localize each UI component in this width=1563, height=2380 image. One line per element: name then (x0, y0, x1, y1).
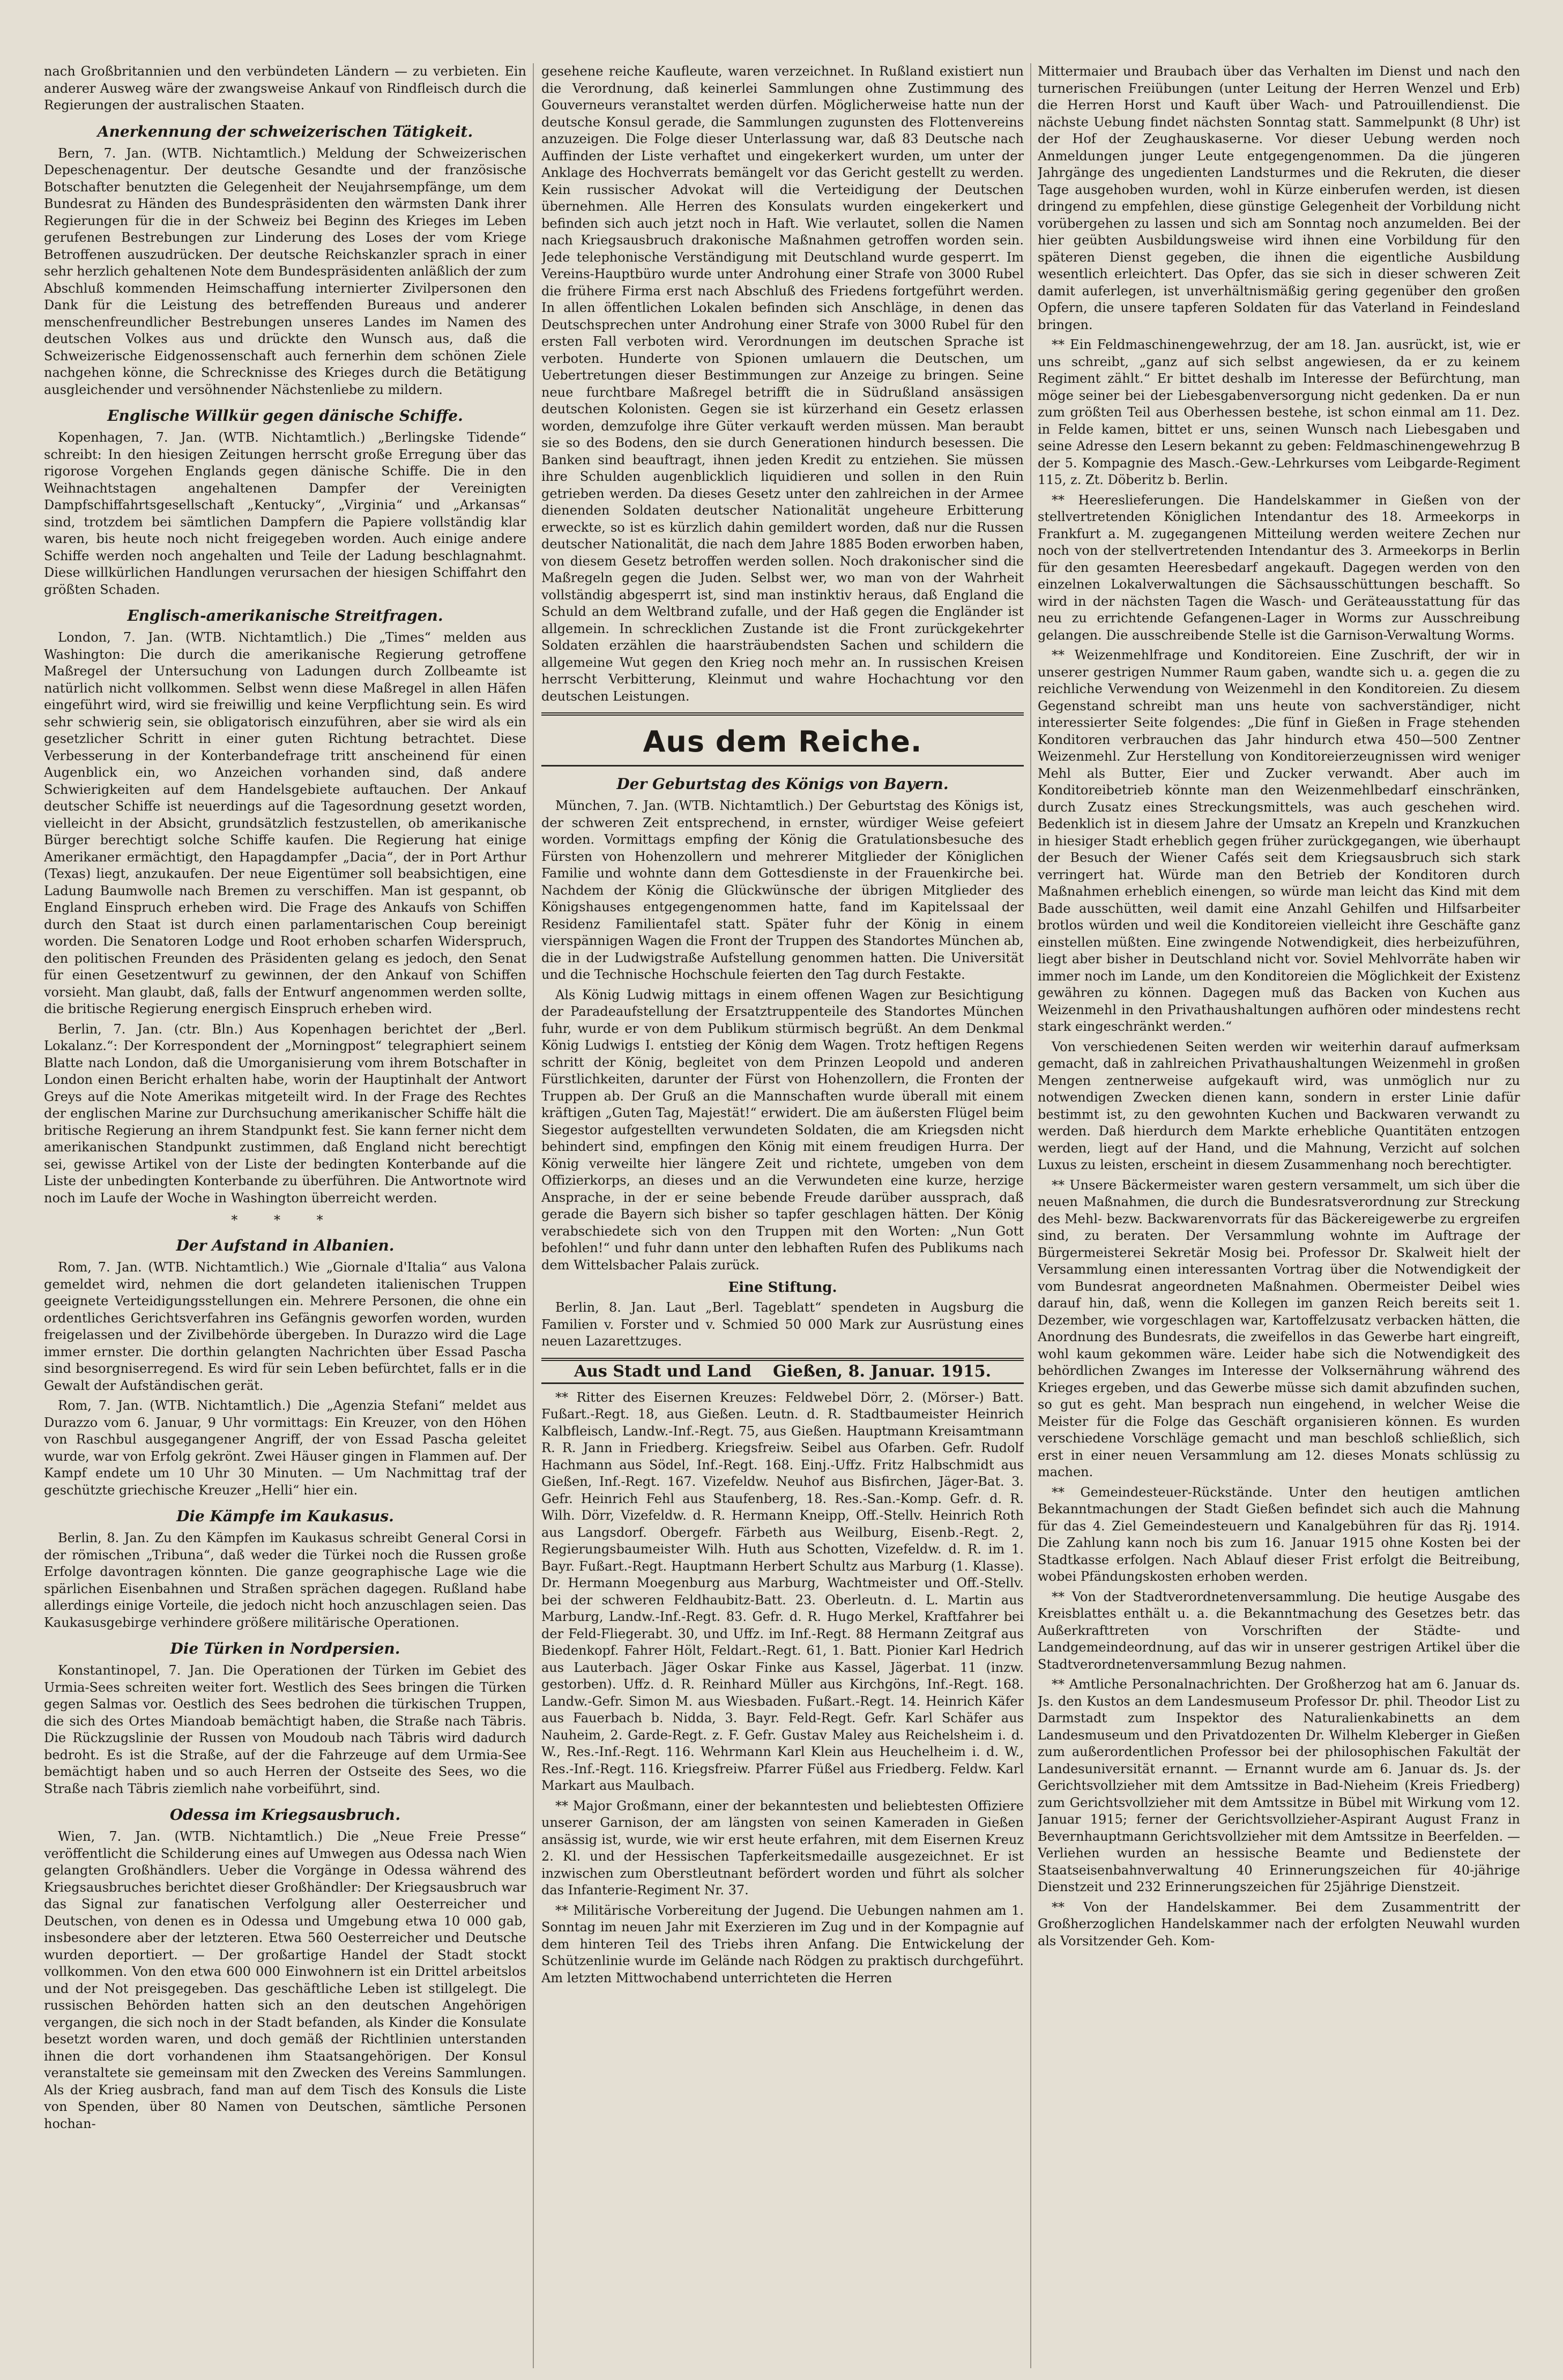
article-paragraph: ** Von der Handelskammer. Bei dem Zusammentritt der Großherzoglichen Handelskammer nach der erfolgten Neuwahl wurden als Vorsitzender Geh. Kom- (1038, 1899, 1520, 1948)
section-title-reich: Aus dem Reiche. (643, 725, 922, 758)
column-divider (1030, 63, 1031, 2368)
article-paragraph: London, 7. Jan. (WTB. Nichtamtlich.) Die „Times“ melden aus Washington: Die durch die amerikanische Regierung getroffene Maßregel der Untersuchung von Ladungen durch Zollbeamte ist natürlich nicht vollkommen. Selbst wenn diese Maßregel in allen Häfen eingeführt wird, wird sie freiwillig und keine Verpflichtung sein. Es wird sehr schwierig sein, sie obligatorisch einzuführen, aber sie wird als ein gesetzlicher Schritt in einer guten Richtung betrachtet. Diese Verbesserung in der Konterbandefrage tritt anscheinend für einen Augenblick ein, wo Anzeichen vorhanden sind, daß andere Schwierigkeiten auf dem Handelsgebiete auftauchen. Der Ankauf deutscher Schiffe ist neuerdings auf die Tagesordnung gesetzt worden, vielleicht in der Absicht, grundsätzlich festzustellen, ob amerikanische Bürger berechtigt solche Schiffe kaufen. Die Regierung hat einige Amerikaner ermächtigt, den Hapagdampfer „Dacia“, der in Port Arthur (Texas) liegt, anzukaufen. Der neue Eigentümer soll beabsichtigen, eine Ladung Baumwolle nach Bremen zu verschiffen. Man ist gespannt, ob England Einspruch erheben wird. Die Frage des Ankaufs von Schiffen durch den Staat ist durch einen parlamentarischen Coup bereinigt worden. Die Senatoren Lodge und Root erhoben scharfen Widerspruch, den politischen Freunden des Präsidenten gelang es jedoch, den Senat für einen Gesetzentwurf zu gewinnen, der den Ankauf von Schiffen vorsieht. Man glaubt, daß, falls der Entwurf angenommen werden sollte, die britische Regierung energisch Einspruch erheben wird. (44, 630, 526, 1016)
article-paragraph: ** Weizenmehlfrage und Konditoreien. Eine Zuschrift, der wir in unserer gestrigen Nummer Raum gaben, wandte sich u. a. gegen die zu reichliche Verwendung von Weizenmehl in den Konditoreien. Zu diesem Gegenstand schreibt man uns heute von sachverständiger, nicht interessierter Seite folgendes: „Die fünf in Gießen in Frage stehenden Konditoren verbrauchen das Jahr hindurch etwa 450—500 Zentner Weizenmehl. Zur Herstellung von Konditoreierzeugnissen wird weniger Mehl als Butter, Eier und Zucker verwandt. Aber auch im Konditoreibetrieb könnte man den Weizenmehlbedarf einschränken, durch Zusatz eines Streckungsmittels, was auch geschehen wird. Bedenklich ist in diesem Jahre der Umsatz an Krepeln und Kranzkuchen in hiesiger Stadt erheblich gegen früher zurückgegangen, wie überhaupt der Besuch der Wiener Cafés seit dem Kriegsausbruch sich stark verringert hat. Würde man den Betrieb der Konditoren durch Maßnahmen erheblich einengen, so würde man leicht das Kind mit dem Bade ausschütten, weil damit eine Anzahl Gehilfen und Hilfsarbeiter brotlos würden und weil die Konditoreien vielleicht ihre Geschäfte ganz einstellen müßten. Eine zwingende Notwendigkeit, dies herbeizuführen, liegt aber bisher in Deutschland nicht vor. Soviel Mehlvorräte haben wir immer noch im Lande, um den Konditoreien die Möglichkeit der Existenz gewähren zu können. Dagegen muß das Backen von Kuchen aus Weizenmehl in den Privathaushaltungen aufhören oder mindestens recht stark eingeschränkt werden.“ (1038, 648, 1520, 1034)
article-paragraph: Bern, 7. Jan. (WTB. Nichtamtlich.) Meldung der Schweizerischen Depeschenagentur. Der deutsche Gesandte und der französische Botschafter benutzten die Gelegenheit der Neujahrsempfänge, um dem Bundesrat zu Händen des Bundespräsidenten den wärmsten Dank ihrer Regierungen für die in der Schweiz bei Beginn des Krieges im Leben gerufenen Bestrebungen zur Linderung des Loses der vom Kriege Betroffenen auszudrücken. Der deutsche Reichskanzler sprach in einer sehr herzlich gehaltenen Note dem Bundespräsidenten anläßlich der zum Abschluß kommenden Heimschaffung internierter Zivilpersonen den Dank für die Leistung des betreffenden Bureaus und anderer menschenfreundlicher Bestrebungen unseres Landes im Namen des deutschen Volkes aus und drückte den Wunsch aus, daß die Schweizerische Eidgenossenschaft auch fernerhin dem schönen Ziele nachgehen könne, die Schrecknisse des Krieges durch die Betätigung ausgleichender und versöhnender Nächstenliebe zu mildern. (44, 145, 526, 397)
headline-albania: Der Aufstand in Albanien. (176, 1237, 395, 1254)
column-1 (44, 63, 526, 2368)
article-paragraph: Berlin, 7. Jan. (ctr. Bln.) Aus Kopenhagen berichtet der „Berl. Lokalanz.“: Der Korrespondent der „Morningpost“ telegraphiert seinem Blatte nach London, daß die Umorganisierung vom ihrem Botschafter in London einen Bericht erhalten habe, worin der Hauptinhalt der Antwort Greys auf die Note Amerikas mitgeteilt wird. In der Frage des Rechtes der englischen Marine zur Durchsuchung amerikanischer Schiffe hält die britische Regierung an ihrem Standpunkt fest. Sie kann ferner nicht dem amerikanischen Standpunkt zustimmen, daß England nicht berechtigt sei, gewisse Artikel von der Liste der bedingten Konterbande auf die Liste der unbedingten Konterbande zu überführen. Die Antwortnote wird noch im Laufe der Woche in Washington überreicht werden. (44, 1021, 526, 1206)
article-paragraph: München, 7. Jan. (WTB. Nichtamtlich.) Der Geburtstag des Königs ist, der schweren Zeit entsprechend, in ernster, würdiger Weise gefeiert worden. Vormittags empfing der König die Gratulationsbesuche des Fürsten von Hohenzollern und mehrerer Mitglieder der Königlichen Familie und wohnte dann dem Gottesdienste in der Frauenkirche bei. Nachdem der König die Glückwünsche der übrigen Mitglieder des Königshauses entgegengenommen hatte, fand im Kapitelssaal der Residenz Familientafel statt. Später fuhr der König in einem vierspännigen Wagen die Front der Truppen des Standortes München ab, die in der Ludwigstraße Aufstellung genommen hatten. Die Universität und die Technische Hochschule feierten den Tag durch Festakte. (541, 798, 1024, 982)
headline-odessa: Odessa im Kriegsausbruch. (169, 1806, 401, 1824)
headline-foundation: Eine Stiftung. (728, 1280, 837, 1296)
column-divider (533, 63, 534, 2368)
dateline: Gießen, 8. Januar. 1915. (773, 1362, 992, 1381)
headline-swiss-recognition: Anerkennung der schweizerischen Tätigkeit. (97, 122, 473, 140)
article-paragraph: ** Unsere Bäckermeister waren gestern versammelt, um sich über die neuen Maßnahmen, die durch die Bundesratsverordnung zur Streckung des Mehl- bezw. Backwarenvorrats für das Bäckereigewerbe zu ergreifen sind, zu beraten. Der Versammlung wohnte im Auftrage der Bürgermeisterei Sekretär Mosig bei. Professor Dr. Skalweit hielt der Versammlung einen interessanten Vortrag über die Notwendigkeit der vom Bundesrat angeordneten Maßnahmen. Obermeister Deibel wies darauf hin, daß, wenn die Kollegen im ganzen Reich bereits seit 1. Dezember, wie vorgeschlagen war, Kartoffelzusatz verbacken hätten, die Anordnung des Bundesrats, die zweifellos in das Gewerbe hart eingreift, wohl kaum gekommen wäre. Leider habe sich die Notwendigkeit des behördlichen Zwanges im Interesse der Volksernährung während des Krieges ergeben, und das Gewerbe müsse sich damit abzufinden suchen, so gut es geht. Man besprach nun eingehend, in welcher Weise die Meister für die Folge das Geschäft organisieren können. Es wurden verschiedene Vorschläge gemacht und man beschloß schließlich, sich erst in einer neuen Versammlung am 12. dieses Monats schlüssig zu machen. (1038, 1177, 1520, 1479)
article-continuation: nach Großbritannien und den verbündeten Ländern — zu verbieten. Ein anderer Ausweg wäre der zwangsweise Ankauf von Rindfleisch durch die Regierungen der australischen Staaten. (44, 64, 526, 113)
article-paragraph: ** Militärische Vorbereitung der Jugend. Die Uebungen nahmen am 1. Sonntag im neuen Jahr mit Exerzieren im Zug und in der Kompagnie auf dem hinteren Teil des Triebs ihren Anfang. Die Entwickelung der Schützenlinie wurde im Gelände nach Rödgen zu praktisch durchgeführt. Am letzten Mittwochabend unterrichteten die Herren (541, 1902, 1024, 1985)
article-paragraph: Berlin, 8. Jan. Zu den Kämpfen im Kaukasus schreibt General Corsi in der römischen „Tribuna“, daß weder die Türkei noch die Russen große Erfolge davontragen könnten. Die ganze geographische Lage wie die spärlichen Eisenbahnen und Straßen sprächen dagegen. Rußland habe allerdings einige Vorteile, die jedoch nicht hoch anzuschlagen seien. Das Kaukasusgebirge verhindere größere militärische Operationen. (44, 1530, 526, 1630)
article-paragraph: Rom, 7. Jan. (WTB. Nichtamtlich.) Wie „Giornale d'Italia“ aus Valona gemeldet wird, nehmen die dort gelandeten italienischen Truppen geeignete Verteidigungsstellungen ein. Mehrere Personen, die ohne ein ordentliches Gerichtsverfahren ins Gefängnis geworfen worden, wurden freigelassen und der Zivilbehörde übergeben. In Durazzo wird die Lage immer ernster. Die dorthin gelangten Nachrichten über Essad Pascha sind besorgniserregend. Es wird für sein Leben befürchtet, falls er in die Gewalt der Aufständischen gerät. (44, 1260, 526, 1393)
headline-anglo-american: Englisch-amerikanische Streitfragen. (127, 607, 443, 624)
article-paragraph: Als König Ludwig mittags in einem offenen Wagen zur Besichtigung der Paradeaufstellung der Ersatztruppenteile des Standortes München fuhr, wurde er von dem Publikum stürmisch begrüßt. An dem Denkmal König Ludwigs I. entstieg der König dem Wagen. Trotz heftigen Regens schritt der König, begleitet von dem Prinzen Leopold und anderen Fürstlichkeiten, darunter der Fürst von Hohenzollern, die Fronten der Truppen ab. Der Gruß an die Mannschaften wurde überall mit einem kräftigen „Guten Tag, Majestät!“ erwidert. Die am äußersten Flügel beim Siegestor aufgestellten verwundeten Soldaten, die am Kriegsden nicht behindert sind, empfingen den König mit einem freudigen Hurra. Der König verweilte hier längere Zeit und richtete, umgeben von dem Offizierkorps, an dieses und an die Verwundeten eine kurze, herzige Ansprache, in der er seine bebende Freude darüber aussprach, daß gerade die Bayern sich bisher so tapfer geschlagen hätten. Der König verabschiedete sich von den Truppen mit den Worten: „Nun Gott befohlen!“ und fuhr dann unter den lebhaften Rufen des Publikums nach dem Wittelsbacher Palais zurück. (541, 987, 1024, 1273)
section-stars: * * * (231, 1213, 339, 1228)
article-paragraph: ** Von der Stadtverordnetenversammlung. Die heutige Ausgabe des Kreisblattes enthält u. a. die Bekanntmachung des Gesetzes betr. das Außerkrafttreten von Vorschriften der Städte- und Landgemeindeordnung, auf das wir in unserer gestrigen Artikel über die Stadtverordnetenversammlung Bezug nahmen. (1038, 1589, 1520, 1672)
article-paragraph: ** Amtliche Personalnachrichten. Der Großherzog hat am 6. Januar ds. Js. den Kustos an dem Landesmuseum Professor Dr. phil. Theodor List zu Darmstadt zum Inspektor des Naturalienkabinetts an dem Landesmuseum und den Privatdozenten Dr. Wilhelm Kleberger in Gießen zum außerordentlichen Professor bei der philosophischen Fakultät der Landesuniversität ernannt. — Ernannt wurde am 6. Januar ds. Js. der Gerichtsvollzieher mit dem Amtssitze in Bad-Nieheim (Kreis Friedberg) zum Gerichtsvollzieher mit dem Amtssitze in Bübel mit Wirkung vom 12. Januar 1915; ferner der Gerichtsvollzieher-Aspirant August Franz in Bevernhauptmann Gerichtsvollzieher mit dem Amtssitze in Beerfelden. — Verliehen wurden an hessische Beamte und Bedienstete der Staatseisenbahnverwaltung 40 Erinnerungszeichen für 40-jährige Dienstzeit und 232 Erinnerungszeichen für 25jährige Dienstzeit. (1038, 1677, 1520, 1894)
column-2 (541, 63, 1024, 2368)
section-title-city-land: Aus Stadt und Land (574, 1362, 751, 1381)
headline-north-persia: Die Türken in Nordpersien. (170, 1640, 400, 1657)
column-3 (1038, 63, 1520, 2368)
headline-danish-ships: Englische Willkür gegen dänische Schiffe. (107, 407, 463, 425)
headline-king-birthday: Der Geburtstag des Königs von Bayern. (616, 775, 949, 793)
article-paragraph: ** Gemeindesteuer-Rückstände. Unter den heutigen amtlichen Bekanntmachungen der Stadt Gießen befindet sich auch die Mahnung für das 4. Ziel Gemeindesteuern und Kanalgebühren für das Rj. 1914. Die Zahlung kann noch bis zum 16. Januar 1915 ohne Kosten bei der Stadtkasse erfolgen. Nach Ablauf dieser Frist erfolgt die Beitreibung, wobei Pfändungskosten erhoben werden. (1038, 1484, 1520, 1584)
section-header-line (541, 1361, 1024, 1382)
article-continuation: gesehene reiche Kaufleute, waren verzeichnet. In Rußland existiert nun die Verordnung, daß keinerlei Sammlungen ohne Zustimmung des Gouverneurs veranstaltet werden dürfen. Möglicherweise hatte nun der deutsche Konsul gerade, die Sammlungen zugunsten des Flottenvereins anzuzeigen. Die Folge dieser Unterlassung war, daß 83 Deutsche nach Auffinden der Liste verhaftet und eingekerkert wurden, um unter der Anklage des Hochverrats bemängelt vor das Gericht gestellt zu werden. Kein russischer Advokat will die Verteidigung der Deutschen übernehmen. Alle Herren des Konsulats wurden eingekerkert und befinden sich auch jetzt noch in Haft. Wie verlautet, sollen die Namen nach Kriegsausbruch drakonische Maßnahmen getroffen worden sein. Jede telephonische Verständigung mit Deutschland wurde gesperrt. Im Vereins-Hauptbüro wurde unter Androhung einer Strafe von 3000 Rubel die frühere Firma erst nach Abschluß des Friedens fortgeführt werden. In allen öffentlichen Lokalen befinden sich Anschläge, in denen das Deutschsprechen unter Androhung einer Strafe von 3000 Rubel für den ersten Fall verboten wird. Verordnungen im deutschen Sprache ist verboten. Hunderte von Spionen umlauern die Deutschen, um Uebertretungen dieser Bestimmungen zur Anzeige zu bringen. Seine neue furchtbare Maßregel betrifft die in Südrußland ansässigen deutschen Kolonisten. Gegen sie ist kürzerhand ein Gesetz erlassen worden, demzufolge ihre Güter verkauft werden müssen. Man beraubt sie so des Bodens, den sie durch Generationen hindurch besessen. Die Banken sind beauftragt, ihnen jeden Kredit zu entziehen. Sie müssen ihre Schulden augenblicklich liquidieren und sollen in den Ruin getrieben werden. Da dieses Gesetz unter den zahlreichen in der Armee dienenden Soldaten deutscher Nationalität ungeheure Erbitterung erweckte, so ist es kürzlich dahin gemildert worden, daß nur die Russen deutscher Nationalität, die nach dem Jahre 1885 Boden erworben haben, von diesem Gesetz betroffen werden sollen. Noch drakonischer sind die Maßregeln gegen die Juden. Selbst wer, wo man von der Wahrheit vollständig abgesperrt ist, sind man instinktiv heraus, daß England die Schuld an dem Weltbrand zufalle, und der Haß gegen die Engländer ist allgemein. In schrecklichen Zustande ist die Front zurückgekehrter Soldaten erzählen die haarsträubendsten Sachen und schildern die allgemeine Wut gegen den Krieg noch mehr an. In russischen Kreisen herrscht Verbitterung, Kleinmut und wahre Hochachtung vor den deutschen Leistungen. (541, 64, 1024, 704)
section-rule (541, 765, 1024, 767)
article-paragraph: Von verschiedenen Seiten werden wir weiterhin darauf aufmerksam gemacht, daß in zahlreichen Privathaushaltungen Weizenmehl in großen Mengen zentnerweise aufgekauft wird, was unmöglich nur zu notwendigen Zwecken dienen kann, sondern in erster Linie dafür bestimmt ist, zu den gewohnten Kuchen und Backwaren verwandt zu werden. Daß hierdurch dem Markte erhebliche Quantitäten entzogen werden, liegt auf der Hand, und die Mahnung, Verzicht auf solchen Luxus zu leisten, erscheint in diesem Zusammenhang noch berechtigter. (1038, 1039, 1520, 1172)
article-paragraph: ** Ritter des Eisernen Kreuzes: Feldwebel Dörr, 2. (Mörser-) Batt. Fußart.-Regt. 18, aus Gießen. Leutn. d. R. Stadtbaumeister Heinrich Kalbfleisch, Landw.-Inf.-Regt. 75, aus Gießen. Hauptmann Kreisamtmann R. R. Jann in Friedberg. Kriegsfreiw. Seibel aus Ofarben. Gefr. Rudolf Hachmann aus Södel, Inf.-Regt. 168. Einj.-Uffz. Fritz Halbschmidt aus Gießen, Inf.-Regt. 167. Vizefeldw. Neuhof aus Bisfirchen, Jäger-Bat. 3. Gefr. Heinrich Fehl aus Staufenberg, 18. Res.-San.-Komp. Gefr. d. R. Wilh. Dörr, Vizefeldw. d. R. Hermann Kneipp, Off.-Stellv. Heinrich Roth aus Langsdorf. Obergefr. Färbeth aus Weilburg, Eisenb.-Regt. 2, Regierungsbaumeister Wilh. Huth aus Schotten, Vizefeldw. d. R. im 1. Bayr. Fußart.-Regt. Hauptmann Herbert Schultz aus Marburg (1. Klasse). Dr. Hermann Moegenburg aus Marburg, Wachtmeister und Off.-Stellv. bei der schweren Feldhaubitz-Batt. 23. Oberleutn. d. L. Martin aus Marburg, Landw.-Inf.-Regt. 83. Gefr. d. R. Hugo Merkel, Kraftfahrer bei der Feld-Fliegerabt. 30, und Uffz. im Inf.-Regt. 88 Hermann Zeitgraf aus Biedenkopf. Fahrer Hölt, Feldart.-Regt. 61, 1. Batt. Pionier Karl Hedrich aus Lauterbach. Jäger Oskar Finke aus Kassel, Jägerbat. 11 (inzw. gestorben). Uffz. d. R. Reinhard Müller aus Kirchgöns, Inf.-Regt. 168. Landw.-Gefr. Simon M. aus Wiesbaden. Fußart.-Regt. 14. Heinrich Käfer aus Fauerbach b. Nidda, 3. Bayr. Feld-Regt. Gefr. Karl Schäfer aus Nauheim, 2. Garde-Regt. z. F. Gefr. Gustav Maley aus Reichelsheim i. d. W., Res.-Inf.-Regt. 116. Wehrmann Karl Klein aus Heuchelheim i. d. W., Res.-Inf.-Regt. 116. Kriegsfreiw. Pfarrer Füßel aus Friedberg. Feldw. Karl Markart aus Maulbach. (541, 1389, 1024, 1793)
article-paragraph: Berlin, 8. Jan. Laut „Berl. Tageblatt“ spendeten in Augsburg die Familien v. Forster und v. Schmied 50 000 Mark zur Ausrüstung eines neuen Lazarettzuges. (541, 1300, 1024, 1349)
article-paragraph: ** Ein Feldmaschinengewehrzug, der am 18. Jan. ausrückt, ist, wie er uns schreibt, „ganz auf sich selbst angewiesen, da er zu keinem Regiment zählt.“ Er bittet deshalb im Interesse der Befürchtung, man möge seiner bei der Liebesgabenversorgung nicht gedenken. Da er nun zum größten Teil aus Oberhessen bestehe, ist schon einmal am 11. Dez. in Felde kamen, bittet er uns, seinen Wunsch nach Liebesgaben und seine Adresse den Lesern bekannt zu geben: Feldmaschinengewehrzug B der 5. Kompagnie des Masch.-Gew.-Lehrkurses vom Leibgarde-Regiment 115, z. Zt. Döberitz b. Berlin. (1038, 337, 1520, 487)
article-paragraph: ** Heereslieferungen. Die Handelskammer in Gießen von der stellvertretenden Königlichen Intendantur des 18. Armeekorps in Frankfurt a. M. zugegangenen Mitteilung werden weitere Zechen nur noch von der stellvertretenden Intendantur des 3. Armeekorps in Berlin für den gesamten Heeresbedarf angekauft. Dagegen werden von den einzelnen Lokalverwaltungen die Sächsausschüttungen beschafft. So wird in der nächsten Tagen die Wasch- und Geräteausstattung für das neu zu errichtende Gefangenen-Lager in Worms zur Ausschreibung gelangen. Die ausschreibende Stelle ist die Garnison-Verwaltung Worms. (1038, 492, 1520, 643)
section-header-box (541, 1358, 1024, 1384)
article-paragraph: Rom, 7. Jan. (WTB. Nichtamtlich.) Die „Agenzia Stefani“ meldet aus Durazzo vom 6. Januar, 9 Uhr vormittags: Ein Kreuzer, von den Höhen von Raschbul ausgegangener Angriff, der von Essad Pascha geleitet wurde, war von Erfolg gekrönt. Zwei Häuser gingen in Flammen auf. Der Kampf endete um 10 Uhr 30 Minuten. — Um Nachmittag traf der geschützte griechische Kreuzer „Helli“ hier ein. (44, 1398, 526, 1498)
article-paragraph: Kopenhagen, 7. Jan. (WTB. Nichtamtlich.) „Berlingske Tidende“ schreibt: In den hiesigen Zeitungen herrscht große Erregung über das rigorose Vorgehen Englands gegen dänische Schiffe. Die in den Weihnachtstagen angehaltenen Dampfer der Vereinigten Dampfschiffahrtsgesellschaft „Kentucky“, „Virginia“ und „Arkansas“ sind, trotzdem bei sämtlichen Dampfern die Papiere vollständig klar waren, bis heute noch nicht freigegeben worden. Auch einige andere Schiffe werden noch angehalten und Teile der Ladung beschlagnahmt. Diese willkürlichen Handlungen verursachen der hiesigen Schiffahrt den größten Schaden. (44, 430, 526, 597)
headline-caucasus: Die Kämpfe im Kaukasus. (176, 1507, 394, 1525)
article-continuation: Mittermaier und Braubach über das Verhalten im Dienst und nach den turnerischen Freiübungen (unter Leitung der Herren Wenzel und Erb) die Herren Horst und Kauft über Wach- und Patrouillendienst. Die nächste Uebung findet nächsten Sonntag statt. Sammelpunkt (8 Uhr) ist der Hof der Zeughauskaserne. Vor dieser Uebung werden noch Anmeldungen junger Leute entgegengenommen. Da die jüngeren Jahrgänge des ungedienten Landsturmes und die Rekruten, die dieser Tage ausgehoben wurden, wohl in Kürze einberufen werden, ist diesen dringend zu empfehlen, diese günstige Gelegenheit der Vorbildung nicht vorübergehen zu lassen und sich am Sonntag noch anzumelden. Bei der hier geübten Ausbildungsweise wird ihnen eine Vorbildung für den späteren Dienst gegeben, die ihnen die eigentliche Ausbildung wesentlich erleichtert. Das Opfer, das sie sich in dieser schweren Zeit damit auferlegen, ist unverhältnismäßig gering gegenüber den großen Opfern, die unsere tapferen Soldaten für das Vaterland in Feindesland bringen. (1038, 64, 1520, 332)
article-paragraph: ** Major Großmann, einer der bekanntesten und beliebtesten Offiziere unserer Garnison, der am längsten von seinen Kameraden in Gießen ansässig ist, wurde, wie wir erst heute erfahren, mit dem Eisernen Kreuz 2. Kl. und der Hessischen Tapferkeitsmedaille ausgezeichnet. Er ist inzwischen zum Oberstleutnant befördert worden und führt als solcher das Infanterie-Regiment Nr. 37. (541, 1798, 1024, 1898)
section-rule (541, 712, 1024, 716)
article-paragraph: Konstantinopel, 7. Jan. Die Operationen der Türken im Gebiet des Urmia-Sees schreiten weiter fort. Westlich des Sees bringen die Türken gegen Salmas vor. Oestlich des Sees bedrohen die türkischen Truppen, die sich des Ortes Miandoab bemächtigt haben, die Straße nach Täbris. Die Rückzugslinie der Russen von Moudoub nach Täbris wird dadurch bedroht. Es ist die Straße, auf der die Fahrzeuge auf dem Urmia-See bemächtigt haben und so auch Herren der Ostseite des Sees, wo die Straße nach Täbris ziemlich nahe vorbeiführt, sind. (44, 1663, 526, 1796)
article-paragraph: Wien, 7. Jan. (WTB. Nichtamtlich.) Die „Neue Freie Presse“ veröffentlicht die Schilderung eines auf Umwegen aus Odessa nach Wien gelangten Großhändlers. Ueber die Vorgänge in Odessa während des Kriegsausbruches berichtet dieser Großhändler: Der Kriegsausbruch war das Signal zur fanatischen Verfolgung aller Oesterreicher und Deutschen, von denen es in Odessa und Umgebung etwa 10 000 gab, insbesondere aber der letzteren. Etwa 560 Oesterreicher und Deutsche wurden deportiert. — Der großartige Handel der Stadt stockt vollkommen. Von den etwa 600 000 Einwohnern ist ein Drittel arbeitslos und der Not preisgegeben. Das geschäftliche Leben ist stillgelegt. Die russischen Behörden hatten sich an den deutschen Angehörigen vergangen, die sich noch in der Stadt befanden, als Kinder die Konsulate besetzt worden waren, und doch gemäß der Richtlinien unterstanden ihnen die dort vorhandenen ihm Staatsangehörigen. Der Konsul veranstaltete sie gemeinsam mit den Zwecken des Vereins Sammlungen. Als der Krieg ausbrach, fand man auf dem Tisch des Konsuls die Liste von Spenden, über 80 Namen von Deutschen, sämtliche Personen hochan- (44, 1829, 526, 2131)
